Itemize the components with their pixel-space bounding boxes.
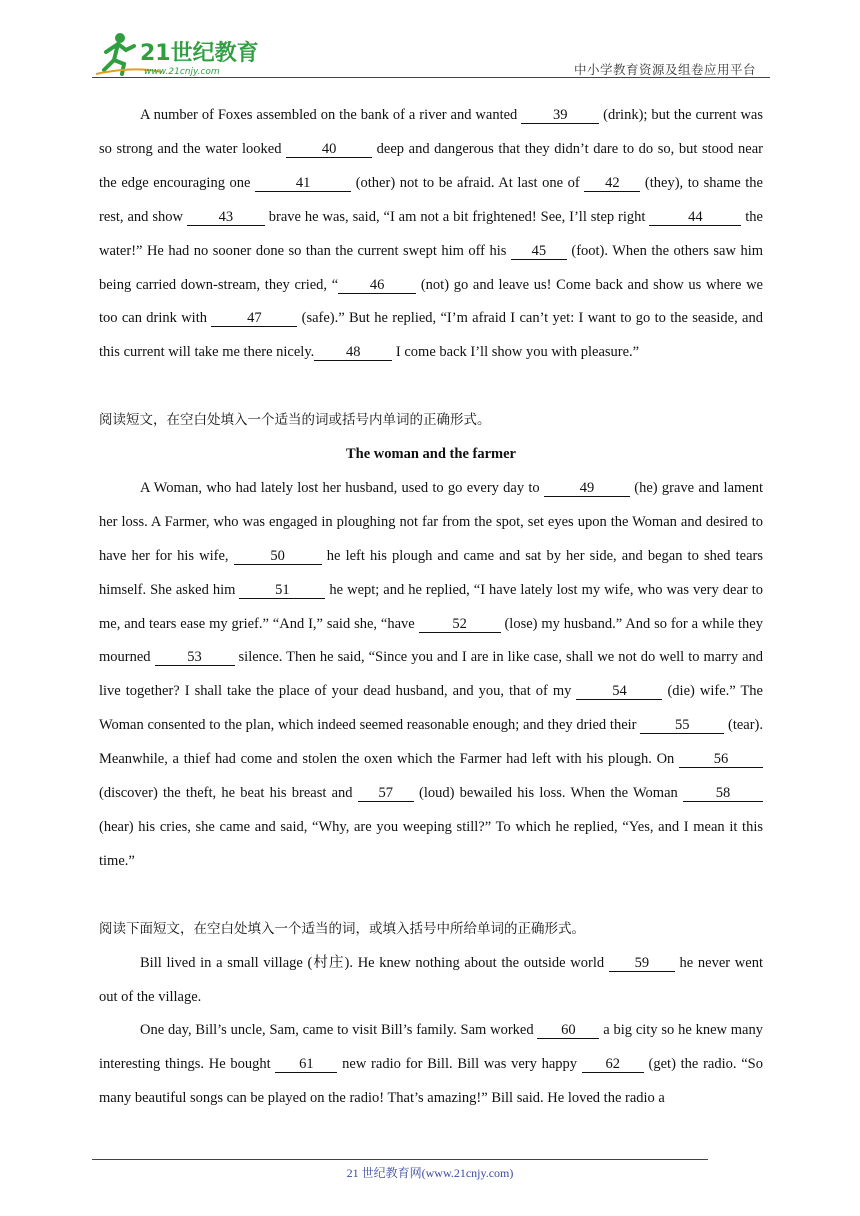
passage-text: Bill lived in a small village (村庄). He knew nothing about the outside world [140, 954, 609, 971]
blank-40: 40 [286, 141, 372, 158]
blank-46: 46 [338, 277, 416, 294]
passage-text: A Woman, who had lately lost her husband, used to go every day to [140, 479, 544, 496]
passage-text: a big city so he knew many interesting things. He bought [99, 1022, 763, 1073]
passage-text: (not) go and leave us! Come back and show us where we too can drink with [99, 276, 763, 327]
blank-62: 62 [582, 1056, 644, 1073]
passage-title: The woman and the farmer [346, 446, 516, 463]
document-body [99, 99, 763, 1116]
blank-55: 55 [640, 717, 724, 734]
passage-text: (discover) the theft, he beat his breast and [99, 785, 358, 802]
blank-51: 51 [239, 582, 325, 599]
blank-59: 59 [609, 955, 675, 972]
passage-text: (loud) bewailed his loss. When the Woman [413, 785, 683, 802]
blank-53: 53 [155, 649, 235, 666]
passage-text: (he) grave and lament her loss. A Farmer, who was engaged in ploughing not far from the spot, set eyes upon the Woman and desired to have her for his wife, [99, 479, 764, 564]
blank-43: 43 [187, 209, 265, 226]
passage-text: (safe).” But he replied, “I’m afraid I can’t yet: I want to go to the seaside, and this current will take me there nicely. [99, 310, 763, 361]
passage-bill-1 [99, 947, 763, 1015]
passage-text: he left his plough and came and sat by her side, and began to shed tears himself. She asked him [99, 547, 764, 598]
blank-48: 48 [314, 344, 392, 361]
blank-60: 60 [537, 1022, 599, 1039]
blank-42: 42 [584, 175, 640, 192]
passage-text: (die) wife.” The Woman consented to the plan, which indeed seemed reasonable enough; and they dried their [99, 683, 763, 734]
blank-57: 57 [358, 785, 414, 802]
logo-text: 21世纪教育 [140, 41, 259, 66]
passage-text: One day, Bill’s uncle, Sam, came to visit Bill’s family. Sam worked [140, 1022, 538, 1039]
passage-text: (tear). Meanwhile, a thief had come and stolen the oxen which the Farmer had left with his plough. On [99, 717, 764, 768]
blank-45: 45 [511, 243, 567, 260]
passage-text: the water!” He had no sooner done so than the current swept him off his [99, 208, 763, 259]
blank-56: 56 [679, 751, 763, 768]
passage-text: brave he was, said, “I am not a bit frightened! See, I’ll step right [264, 208, 650, 225]
passage-text: (lose) my husband.” And so for a while they mourned [99, 615, 763, 666]
blank-58: 58 [683, 785, 763, 802]
passage-text: (get) the radio. “So many beautiful songs can be played on the radio! That’s amazing!” Bill said. He loved the radio a [99, 1056, 763, 1107]
blank-50: 50 [234, 548, 322, 565]
header-divider [92, 77, 770, 78]
passage-text: deep and dangerous that they didn’t dare to do so, but stood near the edge encouraging one [99, 140, 763, 191]
logo-url: www.21cnjy.com [144, 67, 220, 77]
passage-text: (other) not to be afraid. At last one of [351, 174, 585, 191]
passage-text: he wept; and he replied, “I have lately lost my wife, who was very dear to me, and tears ease my grief.” “And I,” said she, “have [99, 581, 763, 632]
blank-61: 61 [275, 1056, 337, 1073]
passage-bill-2 [99, 1014, 763, 1116]
blank-41: 41 [255, 175, 351, 192]
passage-foxes [99, 99, 763, 370]
footer-divider [92, 1159, 708, 1160]
page-footer: 21 世纪教育网(www.21cnjy.com) [346, 1166, 514, 1180]
passage-text: A number of Foxes assembled on the bank of a river and wanted [140, 107, 522, 123]
blank-54: 54 [576, 683, 662, 700]
passage-text: (hear) his cries, she came and said, “Why, are you weeping still?” To which he replied, “Yes, and I mean it this time.” [99, 819, 763, 869]
passage-text: he never went out of the village. [99, 954, 763, 1005]
passage-text: I come back I’ll show you with pleasure.” [392, 344, 640, 361]
site-logo [92, 30, 262, 78]
blank-44: 44 [649, 209, 741, 226]
passage-text: new radio for Bill. Bill was very happy [337, 1056, 582, 1073]
blank-47: 47 [211, 310, 297, 327]
blank-52: 52 [419, 616, 501, 633]
passage-text: (drink); but the current was so strong and the water looked [99, 107, 763, 157]
blank-49: 49 [544, 480, 630, 497]
passage-text: silence. Then he said, “Since you and I are in like case, shall we not do well to marry and live together? I shall take the place of your dead husband, and you, that of my [99, 649, 764, 700]
blank-39: 39 [521, 107, 599, 124]
platform-name: 中小学教育资源及组卷应用平台 [573, 62, 756, 77]
passage-woman-farmer [99, 472, 763, 879]
passage-text: (they), to shame the rest, and show [99, 174, 763, 225]
instruction-two: 阅读短文，在空白处填入一个适当的词或括号内单词的正确形式。 [99, 412, 491, 429]
instruction-three: 阅读下面短文，在空白处填入一个适当的词，或填入括号中所给单词的正确形式。 [99, 920, 585, 937]
page-header [0, 0, 860, 80]
passage-text: (foot). When the others saw him being carried down-stream, they cried, “ [99, 242, 763, 293]
